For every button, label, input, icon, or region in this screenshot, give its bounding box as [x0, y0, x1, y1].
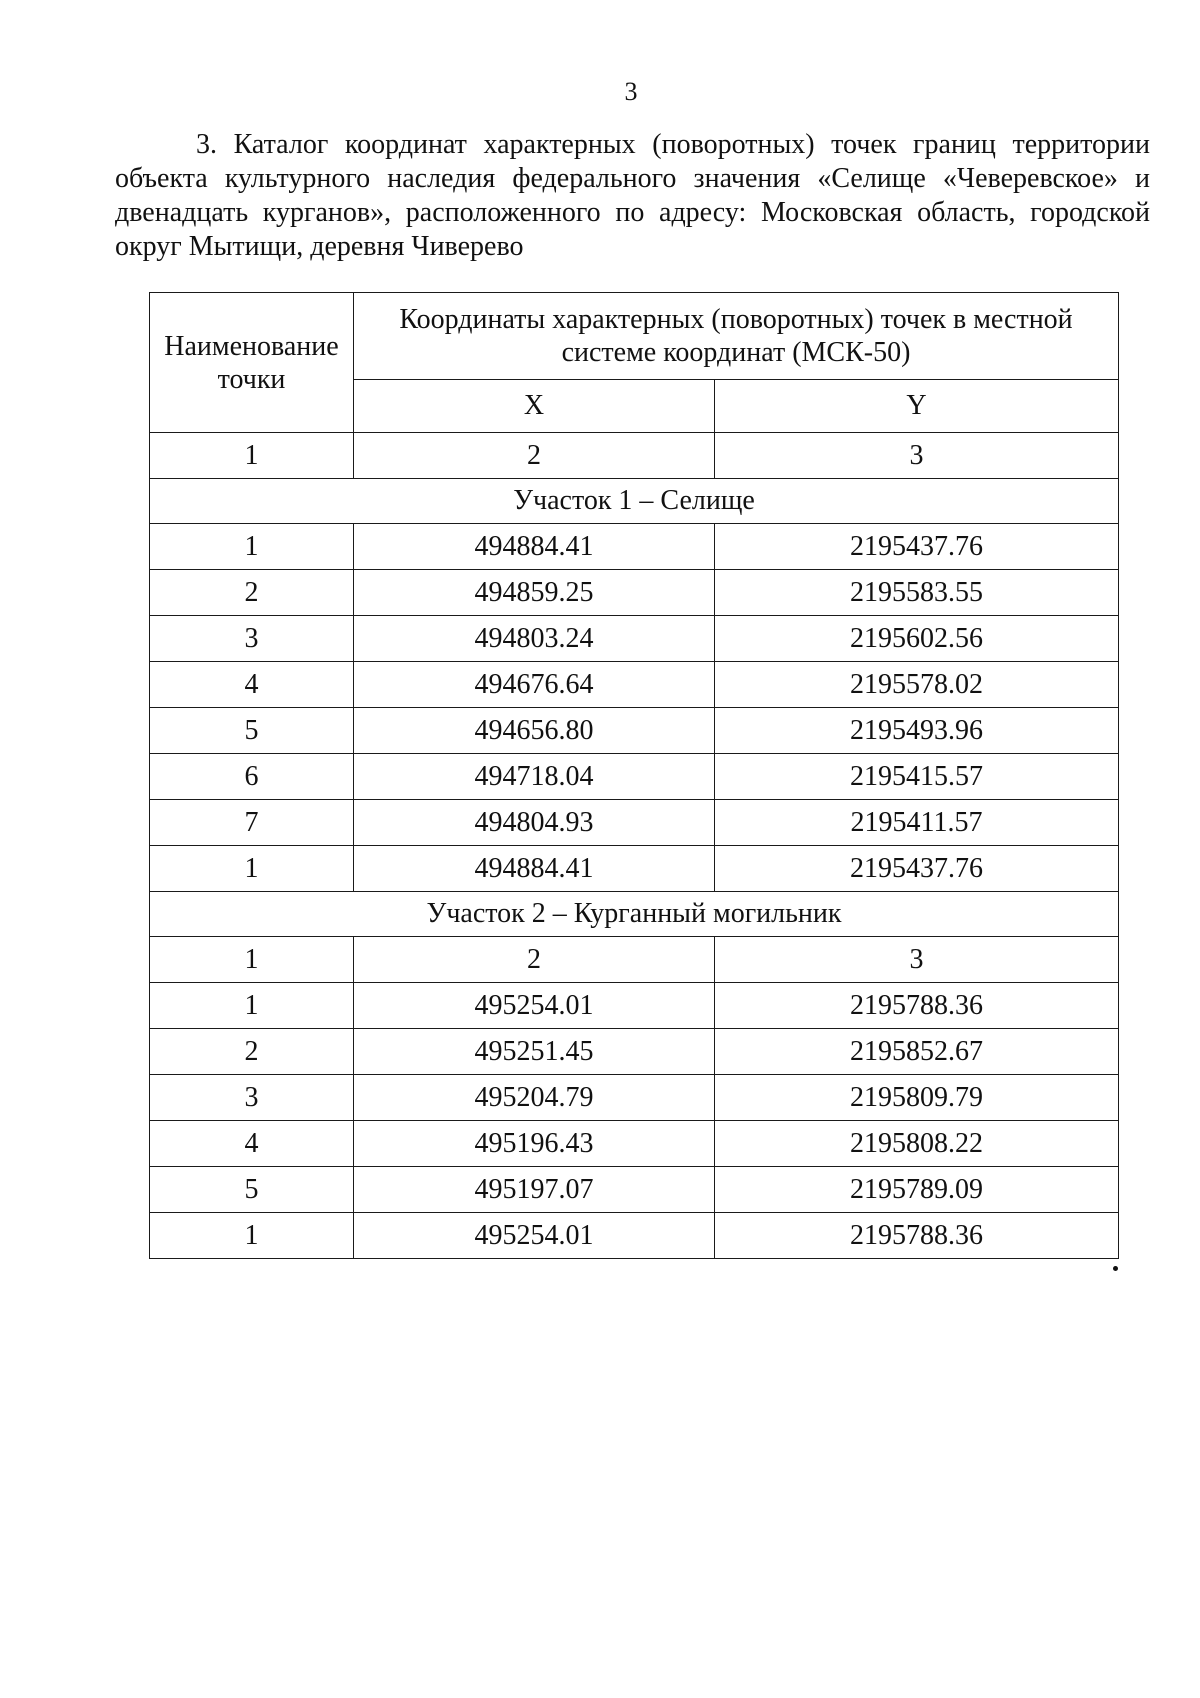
- x-coordinate-cell: 494718.04: [354, 754, 715, 800]
- x-coordinate-cell: 495196.43: [354, 1121, 715, 1167]
- column-number-2: 2: [354, 433, 715, 479]
- header-row: [150, 293, 1119, 380]
- y-header: Y: [715, 380, 1119, 433]
- point-name-cell: 2: [150, 1029, 354, 1075]
- column-number-1: 1: [150, 937, 354, 983]
- x-coordinate-cell: 494656.80: [354, 708, 715, 754]
- coordinates-header: Координаты характерных (поворотных) точек в местной системе координат (МСК-50): [354, 293, 1119, 380]
- table-row: [150, 616, 1119, 662]
- table-row: [150, 754, 1119, 800]
- table-row: [150, 708, 1119, 754]
- coordinates-table-body: [150, 293, 1119, 1259]
- table-row: [150, 846, 1119, 892]
- y-coordinate-cell: 2195415.57: [715, 754, 1119, 800]
- point-name-cell: 7: [150, 800, 354, 846]
- x-coordinate-cell: 495254.01: [354, 1213, 715, 1259]
- y-coordinate-cell: 2195583.55: [715, 570, 1119, 616]
- x-coordinate-cell: 495197.07: [354, 1167, 715, 1213]
- y-coordinate-cell: 2195809.79: [715, 1075, 1119, 1121]
- y-coordinate-cell: 2195437.76: [715, 846, 1119, 892]
- point-name-cell: 5: [150, 708, 354, 754]
- table-row: [150, 570, 1119, 616]
- x-coordinate-cell: 495251.45: [354, 1029, 715, 1075]
- y-coordinate-cell: 2195788.36: [715, 1213, 1119, 1259]
- table-row: [150, 1121, 1119, 1167]
- point-name-cell: 4: [150, 1121, 354, 1167]
- y-coordinate-cell: 2195578.02: [715, 662, 1119, 708]
- table-row: [150, 800, 1119, 846]
- x-coordinate-cell: 495254.01: [354, 983, 715, 1029]
- point-name-cell: 1: [150, 983, 354, 1029]
- section-title: Участок 2 – Курганный могильник: [150, 892, 1119, 937]
- y-coordinate-cell: 2195789.09: [715, 1167, 1119, 1213]
- table-row: [150, 662, 1119, 708]
- section-title: Участок 1 – Селище: [150, 479, 1119, 524]
- column-number-row: [150, 433, 1119, 479]
- table-row: [150, 524, 1119, 570]
- x-coordinate-cell: 494804.93: [354, 800, 715, 846]
- point-name-cell: 4: [150, 662, 354, 708]
- x-coordinate-cell: 494803.24: [354, 616, 715, 662]
- x-header: X: [354, 380, 715, 433]
- coordinates-table: [149, 292, 1119, 1259]
- x-coordinate-cell: 494884.41: [354, 846, 715, 892]
- point-name-cell: 2: [150, 570, 354, 616]
- point-name-cell: 6: [150, 754, 354, 800]
- section-title-row: [150, 479, 1119, 524]
- y-coordinate-cell: 2195808.22: [715, 1121, 1119, 1167]
- y-coordinate-cell: 2195852.67: [715, 1029, 1119, 1075]
- y-coordinate-cell: 2195602.56: [715, 616, 1119, 662]
- x-coordinate-cell: 494676.64: [354, 662, 715, 708]
- point-name-cell: 1: [150, 846, 354, 892]
- column-number-row: [150, 937, 1119, 983]
- table-row: [150, 1029, 1119, 1075]
- table-row: [150, 1213, 1119, 1259]
- point-name-cell: 1: [150, 524, 354, 570]
- point-name-cell: 3: [150, 1075, 354, 1121]
- x-coordinate-cell: 495204.79: [354, 1075, 715, 1121]
- section-title-row: [150, 892, 1119, 937]
- y-coordinate-cell: 2195411.57: [715, 800, 1119, 846]
- point-name-cell: 5: [150, 1167, 354, 1213]
- y-coordinate-cell: 2195437.76: [715, 524, 1119, 570]
- point-name-cell: 3: [150, 616, 354, 662]
- trailing-dot: [1113, 1266, 1118, 1271]
- table-row: [150, 1167, 1119, 1213]
- intro-paragraph: 3. Каталог координат характерных (поворотных) точек границ территории объекта культурного наследия федерального значения «Селище «Чеверевское» и двенадцать курганов», расположенного по адресу: Московская область, городской округ Мытищи, деревня Чиверево: [115, 129, 1150, 262]
- column-number-3: 3: [715, 937, 1119, 983]
- column-number-1: 1: [150, 433, 354, 479]
- y-coordinate-cell: 2195493.96: [715, 708, 1119, 754]
- table-row: [150, 983, 1119, 1029]
- x-coordinate-cell: 494884.41: [354, 524, 715, 570]
- point-name-cell: 1: [150, 1213, 354, 1259]
- column-number-2: 2: [354, 937, 715, 983]
- table-row: [150, 1075, 1119, 1121]
- point-name-header: Наименование точки: [150, 293, 354, 433]
- x-coordinate-cell: 494859.25: [354, 570, 715, 616]
- page-number: 3: [624, 77, 638, 106]
- y-coordinate-cell: 2195788.36: [715, 983, 1119, 1029]
- column-number-3: 3: [715, 433, 1119, 479]
